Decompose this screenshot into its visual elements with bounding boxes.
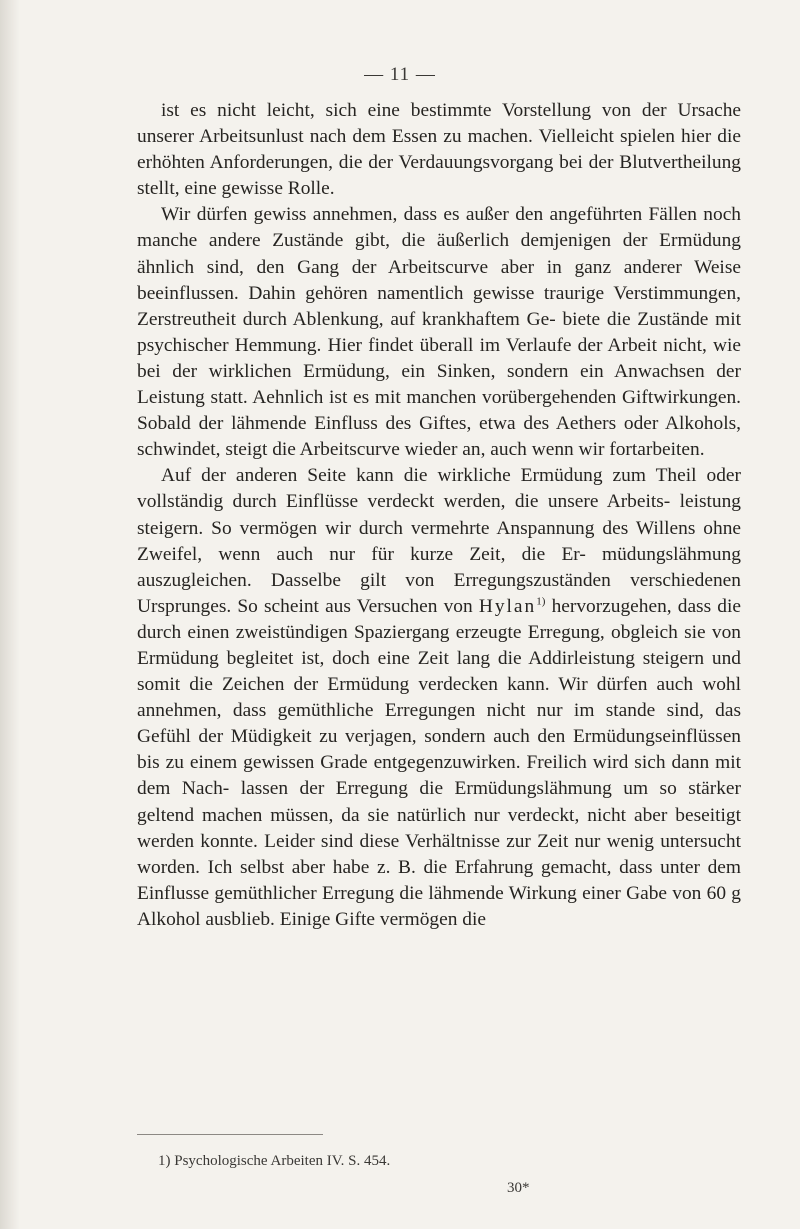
page-edge-shadow	[0, 0, 20, 1229]
paragraph-3: Auf der anderen Seite kann die wirkliche Ermüdung zum Theil oder vollständig durch Einflüsse verdeckt werden, die unsere Arbeits- leistung steigern. So vermögen wir durch vermehrte Anspannung des Willens ohne Zweifel, wenn auch nur für kurze Zeit, die Er- müdungslähmung auszugleichen. Dasselbe gilt von Erregungszuständen verschiedenen Ursprunges. So scheint aus Versuchen von Hylan$^{1)}$ hervorzugehen, dass die durch einen zweistündigen Spaziergang erzeugte Erregung, obgleich sie von Ermüdung begleitet ist, doch eine Zeit lang die Addirleistung steigern und somit die Zeichen der Ermüdung verdecken kann. Wir dürfen auch wohl annehmen, dass gemüthliche Erregungen nicht nur im stande sind, das Gefühl der Müdigkeit zu verjagen, sondern auch den Ermüdungseinflüssen bis zu einem gewissen Grade entgegenzuwirken. Freilich wird sich dann mit dem Nach- lassen der Erregung die Ermüdungslähmung um so stärker geltend machen müssen, da sie natürlich nur verdeckt, nicht aber beseitigt werden konnte. Leider sind diese Verhältnisse zur Zeit nur wenig untersucht worden. Ich selbst aber habe z. B. die Erfahrung gemacht, dass unter dem Einflusse gemüthlicher Erregung die lähmende Wirkung einer Gabe von 60 g Alkohol ausblieb. Einige Gifte vermögen die	[137, 465, 742, 930]
signature-mark: 30*	[507, 1180, 530, 1196]
page-number: — 11 —	[364, 64, 436, 85]
footnote: 1) Psychologische Arbeiten IV. S. 454.	[158, 1153, 391, 1169]
footnote-mark[interactable]: 1)	[536, 595, 546, 608]
body-text	[137, 98, 741, 933]
footnote-divider	[137, 1134, 323, 1135]
paragraph-1: ist es nicht leicht, sich eine bestimmte Vorstellung von der Ursache unserer Arbeitsunlust nach dem Essen zu machen. Vielleicht spielen hier die erhöhten Anforderungen, die der Verdauungsvorgang bei der Blutvertheilung stellt, eine gewisse Rolle.	[137, 100, 741, 200]
paragraph-2: Wir dürfen gewiss annehmen, dass es außer den angeführten Fällen noch manche andere Zustände gibt, die äußerlich demjenigen der Ermüdung ähnlich sind, den Gang der Arbeitscurve aber in ganz anderer Weise beeinflussen. Dahin gehören namentlich gewisse traurige Verstimmungen, Zerstreutheit durch Ablenkung, auf krankhaftem Ge- biete die Zustände mit psychischer Hemmung. Hier findet überall im Verlaufe der Arbeit nicht, wie bei der wirklichen Ermüdung, ein Sinken, sondern ein Anwachsen der Leistung statt. Aehnlich ist es mit manchen vorübergehenden Giftwirkungen. Sobald der lähmende Einfluss des Giftes, etwa des Aethers oder Alkohols, schwindet, steigt die Arbeitscurve wieder an, auch wenn wir fortarbeiten.	[137, 204, 742, 461]
author-name: Hylan	[478, 595, 537, 617]
